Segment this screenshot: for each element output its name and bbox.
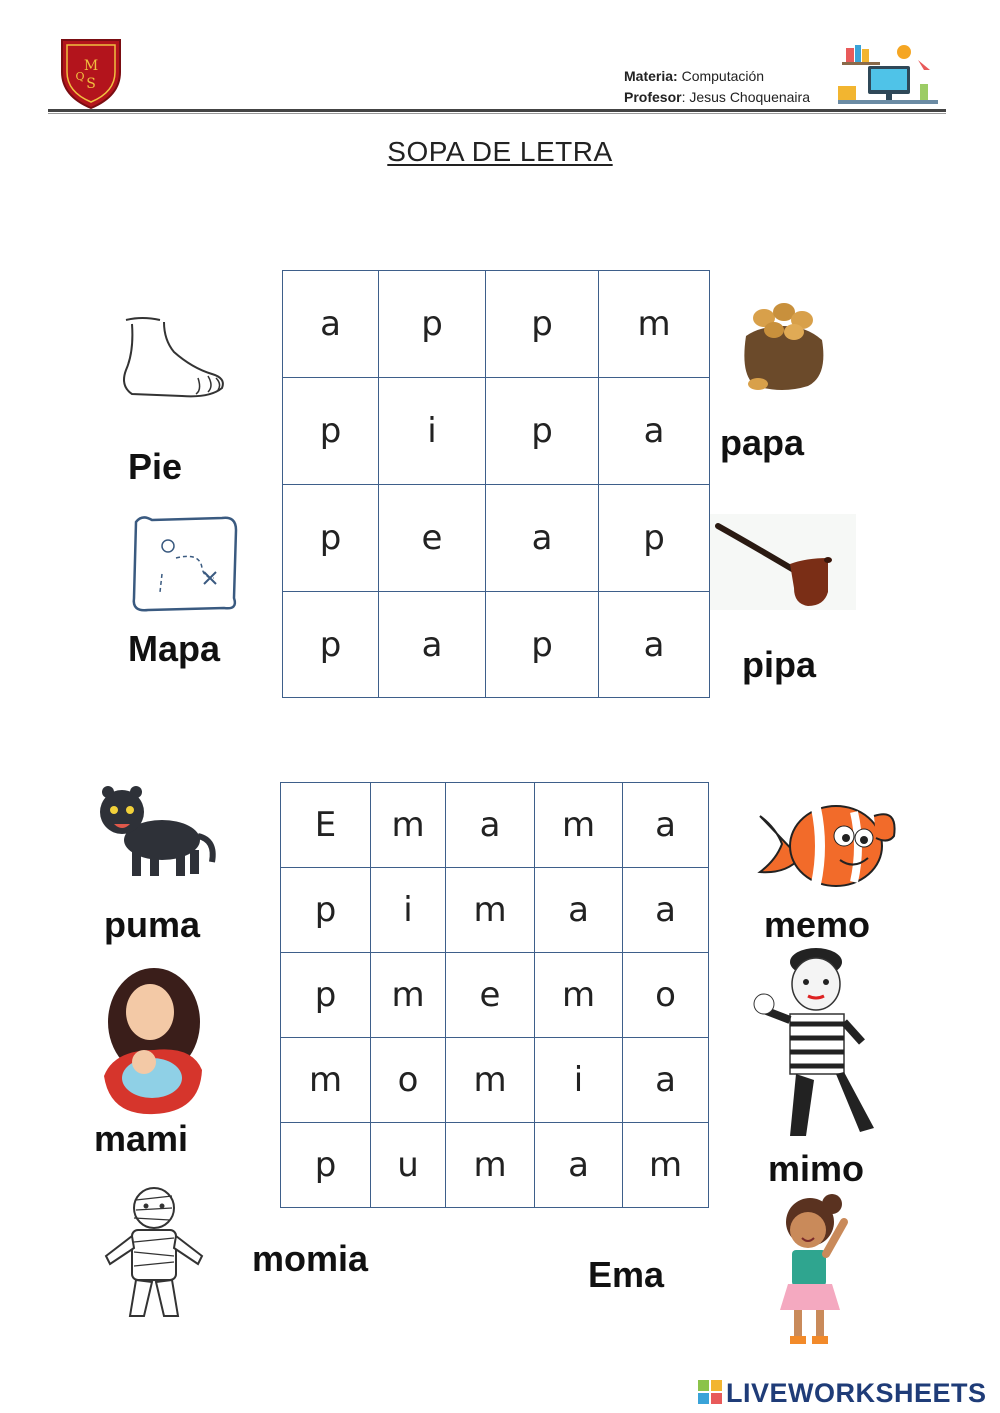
word-pie: Pie — [128, 446, 183, 487]
school-crest-icon — [58, 36, 124, 110]
grid-cell[interactable]: p — [283, 485, 379, 592]
grid-row — [281, 1038, 709, 1123]
grid-cell[interactable]: m — [446, 1038, 535, 1123]
grid-cell[interactable]: m — [623, 1123, 709, 1208]
word-search-grid-1 — [282, 270, 710, 698]
treasure-map-icon — [126, 512, 244, 616]
word-puma: puma — [104, 904, 201, 945]
grid-cell[interactable]: e — [379, 485, 486, 592]
mime-icon — [750, 942, 886, 1146]
grid-row — [283, 378, 710, 485]
grid-row — [283, 485, 710, 592]
grid-cell[interactable]: i — [371, 868, 446, 953]
grid-row — [283, 592, 710, 698]
foot-icon — [112, 312, 232, 408]
grid-cell[interactable]: p — [281, 868, 371, 953]
word-ema: Ema — [588, 1254, 665, 1295]
grid-cell[interactable]: a — [623, 868, 709, 953]
page-title: SOPA DE LETRA — [387, 136, 613, 167]
grid-cell[interactable]: a — [283, 271, 379, 378]
profesor-line — [624, 87, 810, 108]
header-meta — [624, 66, 810, 108]
grid-cell[interactable]: p — [283, 378, 379, 485]
grid-cell[interactable]: p — [486, 592, 599, 698]
footer-brand[interactable]: LIVEWORKSHEETS — [726, 1378, 987, 1408]
grid-cell[interactable]: m — [535, 783, 623, 868]
word-memo: memo — [764, 904, 871, 945]
mummy-icon — [100, 1186, 210, 1322]
grid-cell[interactable]: p — [486, 378, 599, 485]
svg-text:M: M — [83, 58, 99, 74]
grid-cell[interactable]: i — [379, 378, 486, 485]
grid-cell[interactable]: m — [446, 868, 535, 953]
grid-cell[interactable]: m — [281, 1038, 371, 1123]
word-pipa: pipa — [742, 644, 817, 685]
grid-row — [281, 783, 709, 868]
grid-row — [281, 953, 709, 1038]
grid-cell[interactable]: o — [371, 1038, 446, 1123]
word-search-grid-2 — [280, 782, 709, 1208]
grid-cell[interactable]: p — [379, 271, 486, 378]
grid-cell[interactable]: e — [446, 953, 535, 1038]
materia-value: Computación — [677, 68, 765, 84]
grid-cell[interactable]: a — [599, 592, 710, 698]
svg-text:Q: Q — [75, 70, 85, 83]
materia-label: Materia: — [624, 68, 678, 84]
word-papa: papa — [720, 422, 805, 463]
grid-cell[interactable]: a — [535, 868, 623, 953]
panther-icon — [92, 778, 220, 884]
grid-cell[interactable]: p — [599, 485, 710, 592]
grid-cell[interactable]: m — [535, 953, 623, 1038]
clownfish-icon — [756, 788, 898, 898]
grid-cell[interactable]: p — [281, 1123, 371, 1208]
grid-row — [281, 868, 709, 953]
profesor-label: Profesor — [624, 89, 682, 105]
grid-cell[interactable]: a — [446, 783, 535, 868]
word-mami: mami — [94, 1118, 189, 1159]
grid-cell[interactable]: a — [486, 485, 599, 592]
grid-cell[interactable]: p — [486, 271, 599, 378]
computer-desk-icon — [832, 40, 944, 110]
word-mimo: mimo — [768, 1148, 865, 1189]
grid-cell[interactable]: p — [283, 592, 379, 698]
grid-cell[interactable]: m — [599, 271, 710, 378]
word-mapa: Mapa — [128, 628, 221, 669]
word-momia: momia — [252, 1238, 369, 1279]
grid-row — [281, 1123, 709, 1208]
grid-cell[interactable]: a — [379, 592, 486, 698]
mother-baby-icon — [100, 966, 206, 1116]
svg-text:S: S — [86, 76, 96, 92]
grid-cell[interactable]: o — [623, 953, 709, 1038]
grid-cell[interactable]: i — [535, 1038, 623, 1123]
grid-cell[interactable]: u — [371, 1123, 446, 1208]
profesor-value: : Jesus Choquenaira — [681, 89, 810, 105]
grid-cell[interactable]: m — [371, 783, 446, 868]
grid-cell[interactable]: a — [623, 783, 709, 868]
pipe-photo-frame — [710, 514, 856, 610]
grid-cell[interactable]: E — [281, 783, 371, 868]
header-divider — [48, 109, 946, 112]
materia-line — [624, 66, 810, 87]
header-divider-thin — [48, 113, 946, 114]
smoking-pipe-icon — [710, 514, 856, 610]
girl-waving-icon — [770, 1192, 856, 1348]
liveworksheets-logo-icon — [698, 1380, 722, 1404]
grid-row — [283, 271, 710, 378]
grid-cell[interactable]: m — [446, 1123, 535, 1208]
grid-cell[interactable]: a — [599, 378, 710, 485]
grid-cell[interactable]: a — [535, 1123, 623, 1208]
potato-sack-icon — [736, 296, 828, 394]
grid-cell[interactable]: m — [371, 953, 446, 1038]
grid-cell[interactable]: a — [623, 1038, 709, 1123]
grid-cell[interactable]: p — [281, 953, 371, 1038]
